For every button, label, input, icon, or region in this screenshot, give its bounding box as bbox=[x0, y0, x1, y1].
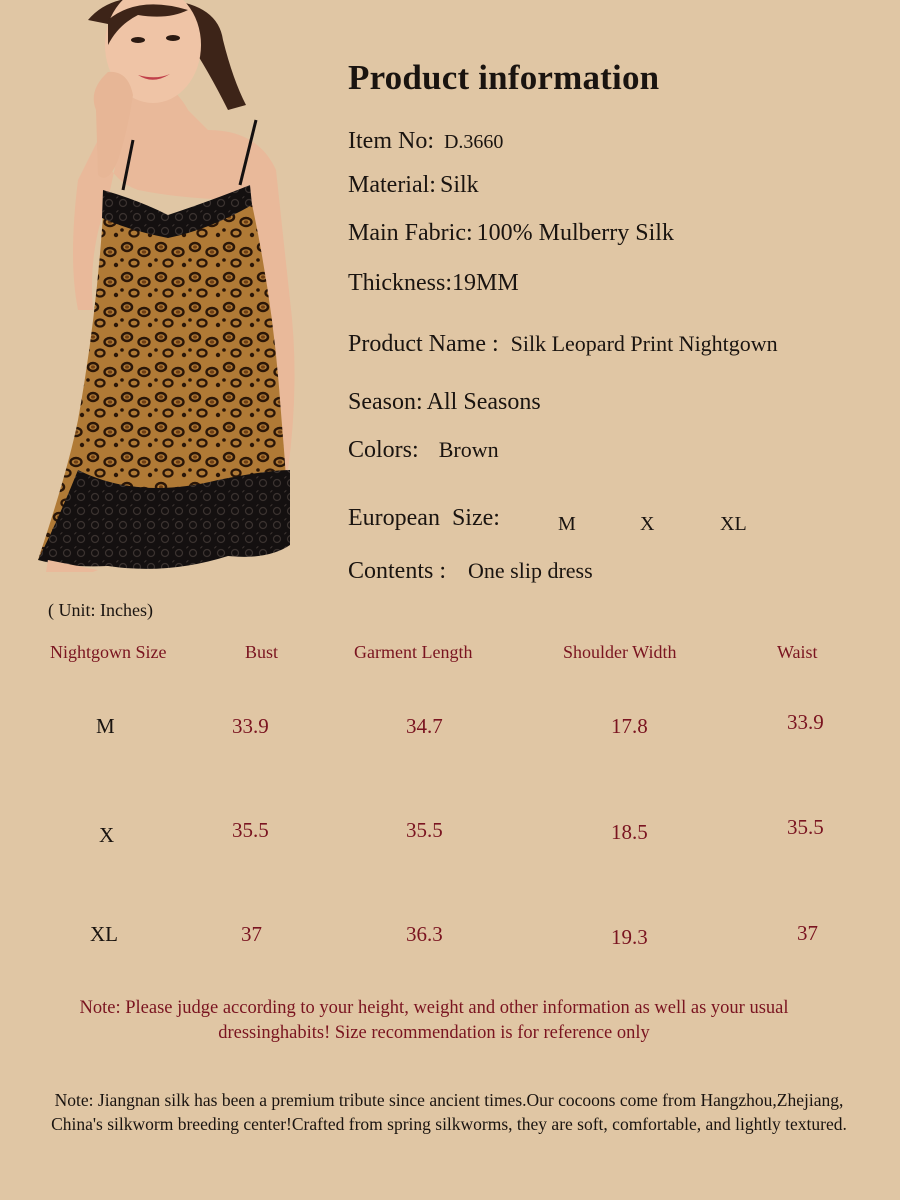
product-name-value: Silk Leopard Print Nightgown bbox=[510, 331, 778, 356]
header-shoulder-width: Shoulder Width bbox=[563, 642, 677, 662]
unit-label: ( Unit: Inches) bbox=[48, 600, 153, 620]
fabric-row bbox=[348, 220, 674, 247]
season-value: All Seasons bbox=[426, 389, 541, 415]
row-waist: 33.9 bbox=[787, 710, 824, 734]
item-no-label: Item No: bbox=[348, 128, 434, 154]
header-nightgown-size: Nightgown Size bbox=[50, 642, 167, 662]
size-option-x: X bbox=[640, 513, 655, 535]
product-name-label: Product Name : bbox=[348, 331, 499, 357]
fabric-value: 100% Mulberry Silk bbox=[476, 220, 674, 246]
header-garment-length: Garment Length bbox=[354, 642, 473, 662]
size-label: European Size: bbox=[348, 505, 500, 531]
item-no-value: D.3660 bbox=[443, 131, 504, 153]
silk-note: Note: Jiangnan silk has been a premium tribute since ancient times.Our cocoons come from Hangzhou,Zhejiang, China's silkworm breeding center!Crafted from spring silkworms, they are soft, comfortable, and lightly textured. bbox=[51, 1090, 847, 1134]
header-waist: Waist bbox=[777, 642, 818, 662]
row-waist: 35.5 bbox=[787, 815, 824, 839]
colors-label: Colors: bbox=[348, 437, 419, 463]
season-label: Season: bbox=[348, 389, 423, 415]
colors-row bbox=[348, 437, 499, 464]
thickness-row bbox=[348, 270, 519, 297]
product-photo bbox=[18, 0, 308, 572]
row-bust: 35.5 bbox=[232, 818, 269, 842]
size-option-m: M bbox=[558, 513, 576, 535]
row-bust: 37 bbox=[241, 922, 262, 946]
row-shoulder: 18.5 bbox=[611, 820, 648, 844]
fabric-label: Main Fabric: bbox=[348, 220, 473, 246]
material-row bbox=[348, 172, 479, 199]
row-size: X bbox=[99, 823, 115, 847]
page-title: Product information bbox=[348, 58, 660, 97]
header-bust: Bust bbox=[245, 642, 279, 662]
row-length: 34.7 bbox=[406, 714, 443, 738]
size-row bbox=[348, 505, 747, 535]
product-name-row bbox=[348, 331, 778, 358]
size-option-xl: XL bbox=[720, 513, 747, 535]
thickness-label: Thickness: bbox=[348, 270, 452, 296]
row-size: XL bbox=[90, 922, 118, 946]
row-bust: 33.9 bbox=[232, 714, 269, 738]
thickness-value: 19MM bbox=[451, 270, 519, 296]
row-length: 36.3 bbox=[406, 922, 443, 946]
contents-label: Contents : bbox=[348, 558, 447, 584]
material-value: Silk bbox=[439, 172, 479, 198]
row-shoulder: 19.3 bbox=[611, 925, 648, 949]
contents-row bbox=[348, 558, 593, 585]
row-shoulder: 17.8 bbox=[611, 714, 648, 738]
size-note: Note: Please judge according to your height, weight and other information as well as your usual dressinghabits! Size recommendation is for reference only bbox=[79, 998, 789, 1043]
item-no-row bbox=[348, 128, 503, 155]
season-row bbox=[348, 389, 541, 416]
material-label: Material: bbox=[348, 172, 436, 198]
row-size: M bbox=[96, 714, 115, 738]
colors-value: Brown bbox=[438, 437, 499, 462]
row-length: 35.5 bbox=[406, 818, 443, 842]
contents-value: One slip dress bbox=[468, 558, 593, 583]
row-waist: 37 bbox=[797, 921, 818, 945]
